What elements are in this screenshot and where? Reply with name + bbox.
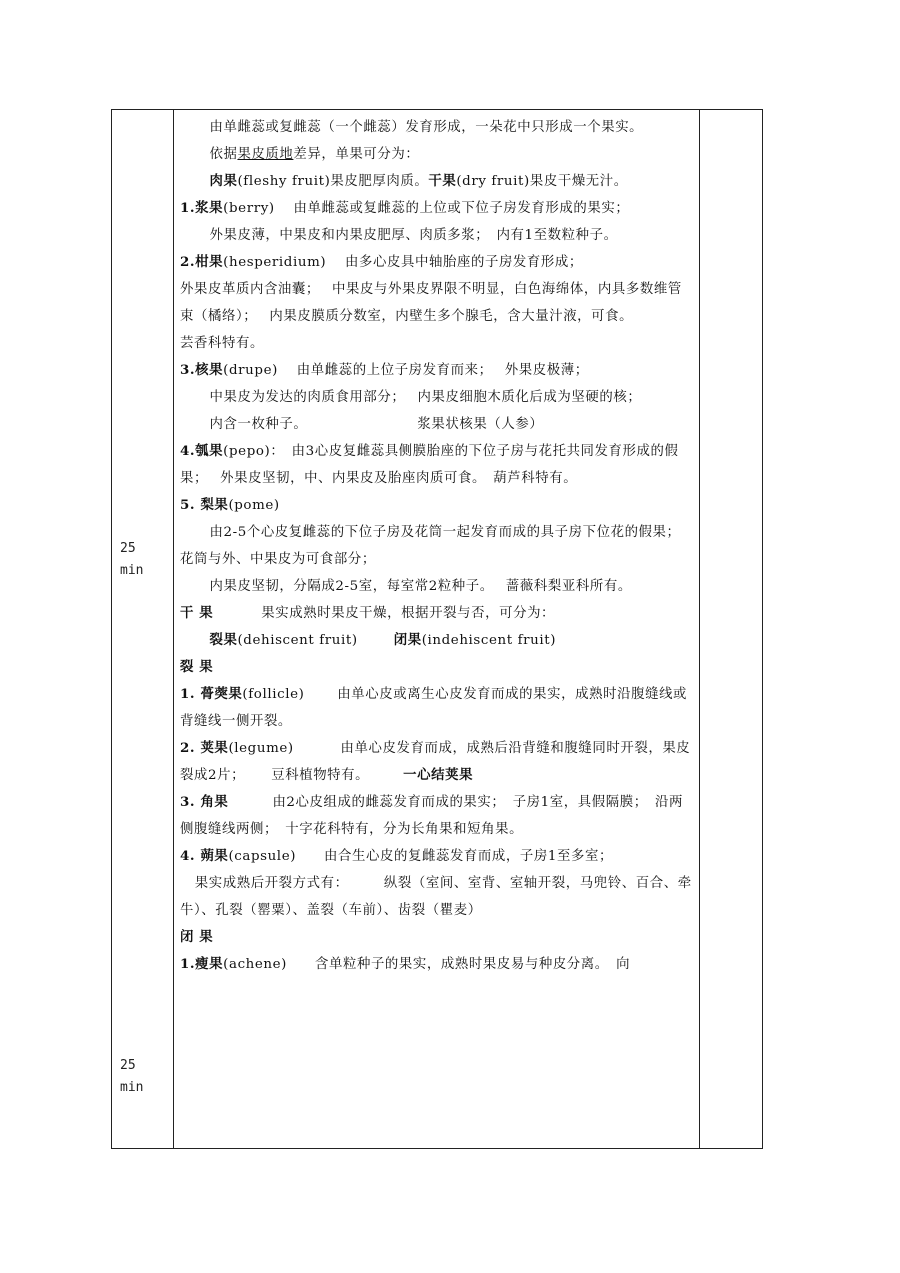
paragraph: 外果皮革质内含油囊； 中果皮与外果皮界限不明显，白色海绵体，内具多数维管束（橘络）； 内果皮膜质分数室，内壁生多个腺毛，含大量汁液，可食。 芸香科特有。 <box>180 282 683 351</box>
section-heading: 裂 果 <box>180 659 214 675</box>
paragraph: 外果皮薄，中果皮和内果皮肥厚、肉质多浆； 内有1至数粒种子。 <box>209 228 618 243</box>
paragraph: 5. 梨果(pome) <box>180 497 280 513</box>
paragraph: 3. 角果 由2心皮组成的雌蕊发育而成的果实； 子房1室，具假隔膜； 沿两侧腹缝线两侧； 十字花科特有，分为长角果和短角果。 <box>180 794 684 837</box>
paragraph: 1. 蓇葖果(follicle) 由单心皮或离生心皮发育而成的果实，成熟时沿腹缝线或背缝线一侧开裂。 <box>180 686 688 729</box>
paragraph: 2.柑果(hesperidium) 由多心皮具中轴胎座的子房发育形成； <box>180 254 583 270</box>
lesson-content <box>174 110 702 978</box>
paragraph: 裂果(dehiscent fruit) 闭果(indehiscent fruit) <box>209 632 557 648</box>
paragraph: 干 果 果实成熟时果皮干燥，根据开裂与否，可分为： <box>180 605 556 621</box>
notes-column <box>700 110 763 1149</box>
paragraph: 依据果皮质地差异，单果可分为： <box>209 147 420 162</box>
paragraph: 由单雌蕊或复雌蕊（一个雌蕊）发育形成，一朵花中只形成一个果实。 <box>209 120 644 135</box>
paragraph: 内含一枚种子。 浆果状核果（人参） <box>209 417 544 432</box>
paragraph: 由2-5个心皮复雌蕊的下位子房及花筒一起发育而成的具子房下位花的假果； 花筒与外、中果皮为可食部分； <box>180 525 702 567</box>
section-heading: 闭 果 <box>180 929 214 945</box>
paragraph: 中果皮为发达的肉质食用部分； 内果皮细胞木质化后成为坚硬的核； <box>209 390 642 405</box>
lesson-plan-table <box>111 109 763 1149</box>
paragraph: 4. 蒴果(capsule) 由合生心皮的复雌蕊发育而成，子房1至多室； <box>180 848 613 864</box>
time-column <box>112 110 174 1149</box>
paragraph: 1.浆果(berry) 由单雌蕊或复雌蕊的上位或下位子房发育形成的果实； <box>180 200 630 216</box>
paragraph: 4.瓠果(pepo)： 由3心皮复雌蕊具侧膜胎座的下位子房与花托共同发育形成的假果； 外果皮坚韧，中、内果皮及胎座肉质可食。 葫芦科特有。 <box>180 443 679 486</box>
paragraph: 3.核果(drupe) 由单雌蕊的上位子房发育而来； 外果皮极薄； <box>180 362 589 378</box>
paragraph: 1.瘦果(achene) 含单粒种子的果实，成熟时果皮易与种皮分离。 向 <box>180 956 631 972</box>
paragraph: 肉果(fleshy fruit)果皮肥厚肉质。干果(dry fruit)果皮干燥无汁。 <box>209 173 628 189</box>
paragraph: 果实成熟后开裂方式有： 纵裂（室间、室背、室轴开裂，马兜铃、百合、牵牛）、孔裂（罂粟）、盖裂（车前）、齿裂（瞿麦） <box>180 876 692 918</box>
time-label-2: 25 min <box>120 1058 144 1095</box>
time-label-1: 25 min <box>120 541 144 578</box>
content-column <box>174 110 700 1149</box>
paragraph: 内果皮坚韧，分隔成2-5室，每室常2粒种子。 蔷薇科梨亚科所有。 <box>209 579 632 594</box>
paragraph: 2. 荚果(legume) 由单心皮发育而成，成熟后沿背缝和腹缝同时开裂，果皮裂成2片； 豆科植物特有。 一心结荚果 <box>180 740 691 783</box>
